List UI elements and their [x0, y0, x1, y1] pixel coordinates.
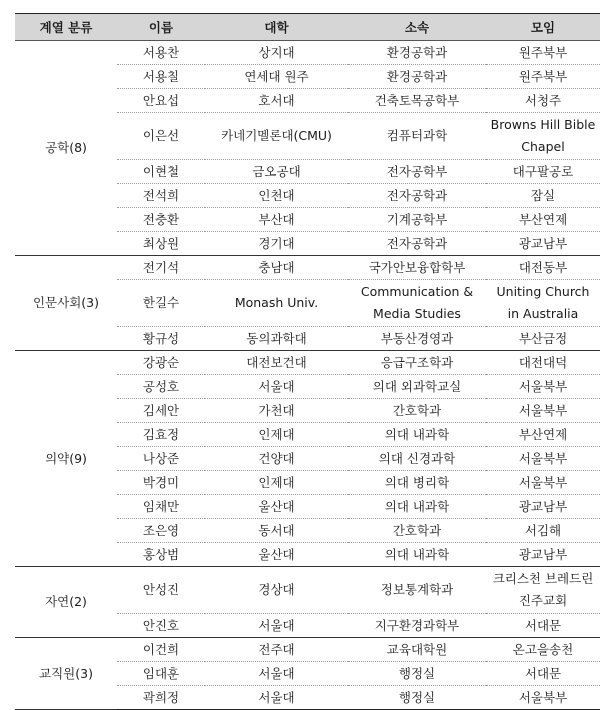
- university-cell: 건양대: [205, 447, 348, 471]
- header-university: 대학: [205, 14, 348, 41]
- department-cell: 행정실: [348, 662, 486, 686]
- directory-table-wrapper: [15, 13, 600, 710]
- header-category: 계열 분류: [15, 14, 117, 41]
- name-cell: 서용칠: [117, 65, 205, 89]
- department-cell: 간호학과: [348, 399, 486, 423]
- table-row: [15, 351, 600, 375]
- name-cell: 전석희: [117, 184, 205, 208]
- university-cell: 대전보건대: [205, 351, 348, 375]
- university-cell: Monash Univ.: [205, 280, 348, 327]
- department-cell: 건축토목공학부: [348, 89, 486, 113]
- header-name: 이름: [117, 14, 205, 41]
- department-cell: 지구환경과학부: [348, 614, 486, 638]
- university-cell: 동의과학대: [205, 327, 348, 351]
- department-cell: 전자공학부: [348, 160, 486, 184]
- name-cell: 전충환: [117, 208, 205, 232]
- university-cell: 부산대: [205, 208, 348, 232]
- group-cell: 서대문: [486, 614, 600, 638]
- university-cell: 인제대: [205, 471, 348, 495]
- name-cell: 안성진: [117, 567, 205, 614]
- name-cell: 김세안: [117, 399, 205, 423]
- group-cell: Uniting Church in Australia: [486, 280, 600, 327]
- group-cell: 부산연제: [486, 423, 600, 447]
- university-cell: 충남대: [205, 256, 348, 280]
- category-cell: 자연(2): [15, 567, 117, 638]
- department-cell: 컴퓨터과학: [348, 113, 486, 160]
- name-cell: 안진호: [117, 614, 205, 638]
- name-cell: 이현철: [117, 160, 205, 184]
- department-cell: 행정실: [348, 686, 486, 710]
- department-cell: 기계공학부: [348, 208, 486, 232]
- university-cell: 금오공대: [205, 160, 348, 184]
- university-cell: 인제대: [205, 423, 348, 447]
- group-cell: 크리스천 브레드린 진주교회: [486, 567, 600, 614]
- university-cell: 경기대: [205, 232, 348, 256]
- group-cell: 서청주: [486, 89, 600, 113]
- group-cell: 광교남부: [486, 543, 600, 567]
- name-cell: 이건희: [117, 638, 205, 662]
- category-cell: 교직원(3): [15, 638, 117, 710]
- name-cell: 전기석: [117, 256, 205, 280]
- university-cell: 인천대: [205, 184, 348, 208]
- group-cell: 서울북부: [486, 447, 600, 471]
- university-cell: 서울대: [205, 686, 348, 710]
- name-cell: 강광순: [117, 351, 205, 375]
- department-cell: 교육대학원: [348, 638, 486, 662]
- department-cell: 의대 내과학: [348, 543, 486, 567]
- group-cell: 잠실: [486, 184, 600, 208]
- university-cell: 가천대: [205, 399, 348, 423]
- group-cell: 원주북부: [486, 65, 600, 89]
- group-cell: 부산연제: [486, 208, 600, 232]
- name-cell: 안요섭: [117, 89, 205, 113]
- department-cell: 국가안보융합학부: [348, 256, 486, 280]
- header-department: 소속: [348, 14, 486, 41]
- group-cell: Browns Hill Bible Chapel: [486, 113, 600, 160]
- group-cell: 서김해: [486, 519, 600, 543]
- name-cell: 황규성: [117, 327, 205, 351]
- group-cell: 대전대덕: [486, 351, 600, 375]
- university-cell: 울산대: [205, 495, 348, 519]
- group-cell: 서대문: [486, 662, 600, 686]
- category-cell: 의약(9): [15, 351, 117, 567]
- name-cell: 한길수: [117, 280, 205, 327]
- group-cell: 원주북부: [486, 41, 600, 65]
- department-cell: 의대 신경과학: [348, 447, 486, 471]
- university-cell: 서울대: [205, 614, 348, 638]
- name-cell: 서용찬: [117, 41, 205, 65]
- group-cell: 대구팔공로: [486, 160, 600, 184]
- table-row: [15, 256, 600, 280]
- department-cell: 정보통계학과: [348, 567, 486, 614]
- department-cell: 의대 병리학: [348, 471, 486, 495]
- group-cell: 서울북부: [486, 399, 600, 423]
- university-cell: 연세대 원주: [205, 65, 348, 89]
- department-cell: Communication & Media Studies: [348, 280, 486, 327]
- group-cell: 온고을송천: [486, 638, 600, 662]
- name-cell: 최상원: [117, 232, 205, 256]
- table-row: [15, 41, 600, 65]
- name-cell: 이은선: [117, 113, 205, 160]
- university-cell: 전주대: [205, 638, 348, 662]
- department-cell: 응급구조학과: [348, 351, 486, 375]
- name-cell: 홍상범: [117, 543, 205, 567]
- group-cell: 광교남부: [486, 232, 600, 256]
- name-cell: 나상준: [117, 447, 205, 471]
- group-cell: 서울북부: [486, 686, 600, 710]
- department-cell: 전자공학과: [348, 184, 486, 208]
- group-cell: 대전동부: [486, 256, 600, 280]
- university-cell: 호서대: [205, 89, 348, 113]
- university-cell: 카네기멜론대(CMU): [205, 113, 348, 160]
- directory-table: [15, 13, 600, 710]
- university-cell: 서울대: [205, 662, 348, 686]
- university-cell: 동서대: [205, 519, 348, 543]
- name-cell: 공성호: [117, 375, 205, 399]
- name-cell: 박경미: [117, 471, 205, 495]
- header-row: [15, 14, 600, 41]
- category-cell: 인문사회(3): [15, 256, 117, 351]
- university-cell: 서울대: [205, 375, 348, 399]
- department-cell: 전자공학과: [348, 232, 486, 256]
- name-cell: 임채만: [117, 495, 205, 519]
- department-cell: 부동산경영과: [348, 327, 486, 351]
- department-cell: 간호학과: [348, 519, 486, 543]
- university-cell: 경상대: [205, 567, 348, 614]
- department-cell: 의대 외과학교실: [348, 375, 486, 399]
- name-cell: 곽희정: [117, 686, 205, 710]
- department-cell: 환경공학과: [348, 65, 486, 89]
- header-group: 모임: [486, 14, 600, 41]
- table-row: [15, 567, 600, 614]
- department-cell: 의대 내과학: [348, 423, 486, 447]
- group-cell: 광교남부: [486, 495, 600, 519]
- university-cell: 울산대: [205, 543, 348, 567]
- name-cell: 김효정: [117, 423, 205, 447]
- group-cell: 서울북부: [486, 375, 600, 399]
- name-cell: 조은영: [117, 519, 205, 543]
- department-cell: 환경공학과: [348, 41, 486, 65]
- table-body: [15, 41, 600, 710]
- university-cell: 상지대: [205, 41, 348, 65]
- name-cell: 임대훈: [117, 662, 205, 686]
- table-row: [15, 638, 600, 662]
- group-cell: 서울북부: [486, 471, 600, 495]
- group-cell: 부산금정: [486, 327, 600, 351]
- category-cell: 공학(8): [15, 41, 117, 256]
- department-cell: 의대 내과학: [348, 495, 486, 519]
